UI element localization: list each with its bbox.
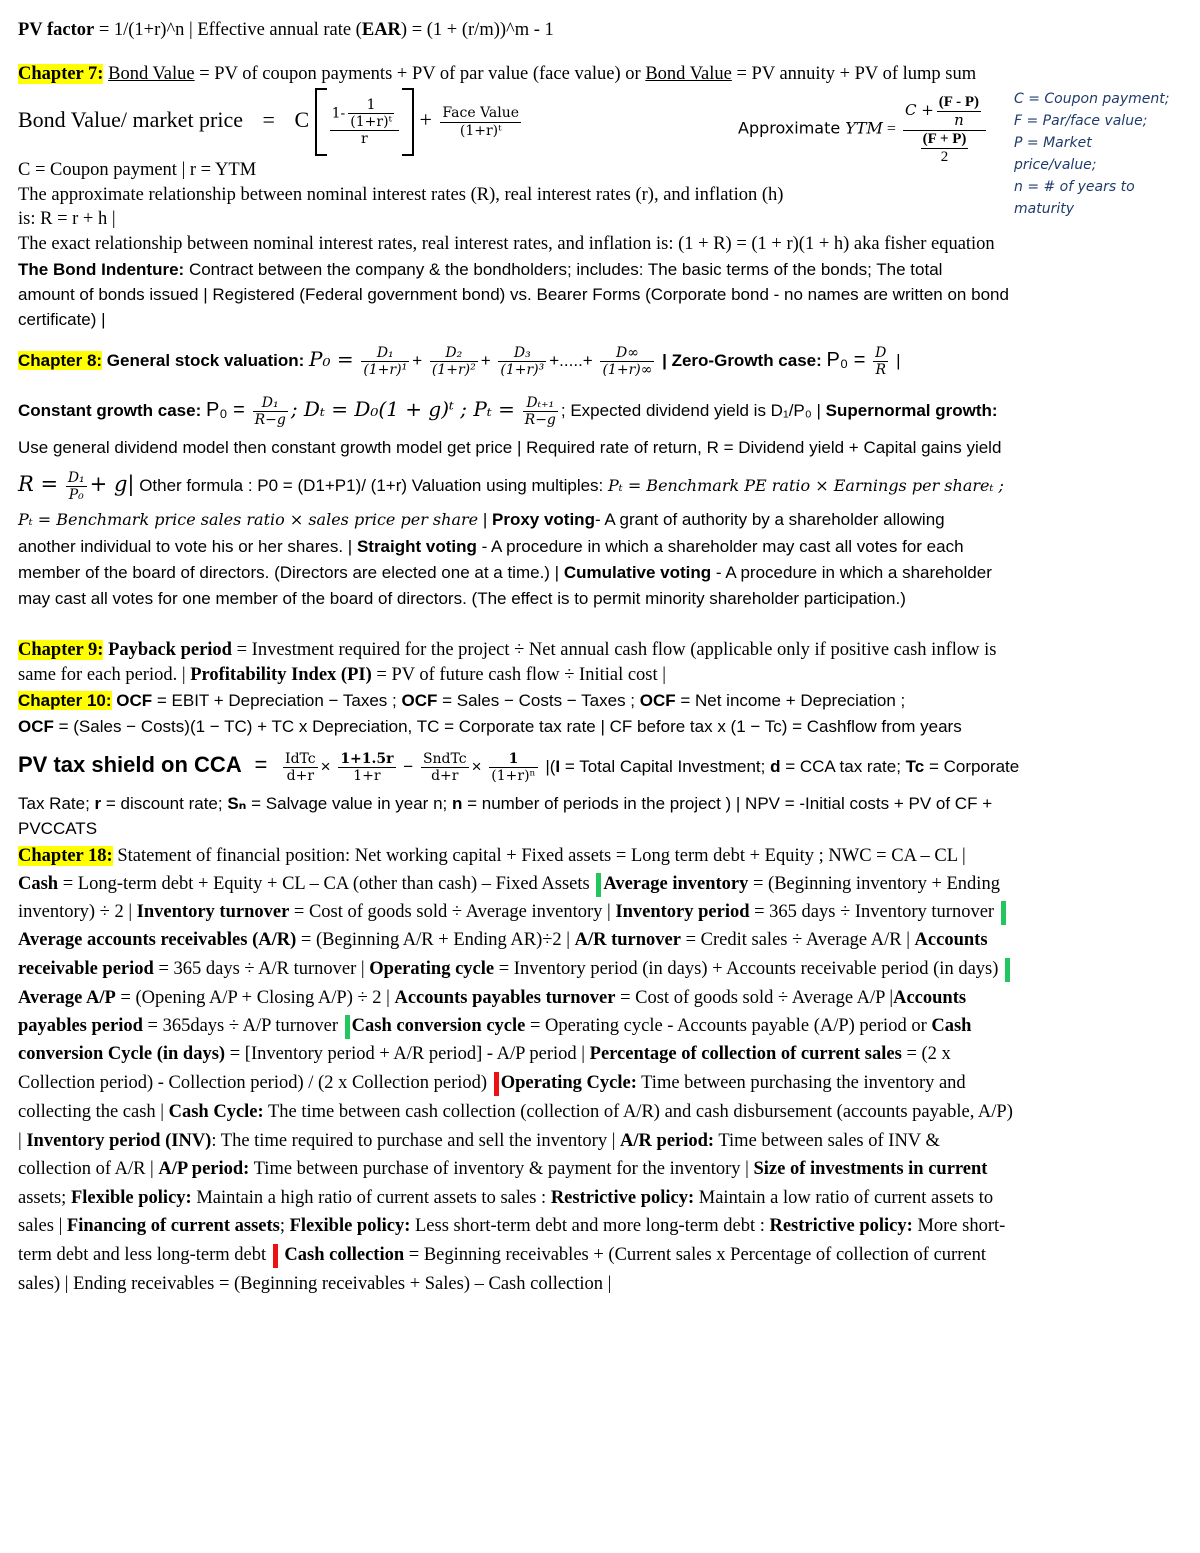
coupon-definition: C = Coupon payment | r = YTM [18, 160, 257, 180]
chapter-8-label: Chapter 8: [18, 351, 103, 370]
financial-position-line: Chapter 18: Statement of financial position: Net working capital + Fixed assets = Long term debt + Equity ; NWC = CA – CL | [18, 846, 966, 866]
approximate-ytm-formula: Approximate YTM = C + $\frac{(F - P)}{n}$ $\frac{(F + P)}{2}$ [738, 94, 989, 166]
chapter-10-label: Chapter 10: [18, 691, 112, 710]
pv-factor-line: PV factor = 1/(1+r)^n | Effective annual rate (EAR) = (1 + (r/m))^m - 1 [18, 20, 554, 40]
chapter-7-heading-line: Chapter 7: Bond Value = PV of coupon payments + PV of par value (face value) or Bond Value = PV annuity + PV of lump sum [18, 64, 977, 84]
general-dividend-model: Use general dividend model then constant growth model get price | Required rate of return, R = Dividend yield + Capital gains yield [18, 438, 1002, 457]
green-marker [596, 873, 601, 897]
bond-value-formula: Bond Value/ market price = C 1- $\frac{1}{\text{(1+r)ᵗ}}$ r + $\frac{\text{Face Value}}{\text{(1+r)ᵗ}}$ [18, 88, 524, 156]
bond-indenture: The Bond Indenture: Contract between the company & the bondholders; includes: The basic terms of the bonds; The total [18, 260, 943, 279]
red-marker [494, 1072, 499, 1096]
pv-tax-shield-formula: PV tax shield on CCA = $\frac{\text{IdTc}}{d+r}$ × $\frac{1+1.5r}{1+r}$ − $\frac{\text{SndTc}}{d+r}$ × $\frac{1}{\text{(1+r)ⁿ}}$ |(I = Total Capital Investment; d = CCA tax rate; Tc = Corporate [18, 750, 1020, 785]
chapter-18-label: Chapter 18: [18, 846, 113, 866]
bond-variables-legend: C = Coupon payment; F = Par/face value; P = Market price/value; n = # of years to maturity [1014, 91, 1170, 217]
pv-factor-label: PV factor [18, 20, 95, 40]
fisher-equation: The exact relationship between nominal interest rates, real interest rates, and inflation is: (1 + R) = (1 + r)(1 + h) aka fisher equation [18, 234, 995, 254]
cumulative-voting-line: member of the board of directors. (Directors are elected one at a time.) | Cumulative voting - A procedure in which a shareholder [18, 563, 992, 582]
ocf-line-1: Chapter 10: OCF = EBIT + Depreciation − Taxes ; OCF = Sales − Costs − Taxes ; OCF = Net income + Depreciation ; [18, 691, 906, 710]
general-stock-valuation: Chapter 8: General stock valuation: P₀ = $\frac{\text{D₁}}{\text{(1+r)¹}}$ + $\frac{\text{D₂}}{\text{(1+r)²}}$ + $\frac{\text{D₃}}{\text{(1+r)³}}$ +.....+ $\frac{D\infty}{(1+r)\infty}$ | Zero-Growth case: P₀ = $\frac{D}{R}$ | [18, 344, 901, 379]
proxy-voting-line: Pₜ = Benchmark price sales ratio × sales price per share | Proxy voting- A grant of authority by a shareholder allowing [18, 510, 945, 529]
profitability-index-line: same for each period. | Profitability Index (PI) = PV of future cash flow ÷ Initial cost | [18, 665, 666, 685]
straight-voting-line: another individual to vote his or her shares. | Straight voting - A procedure in which a shareholder may cast all votes for each [18, 537, 964, 556]
required-return-formula: R = $\frac{\text{D₁}}{\text{P₀}}$ + g| Other formula : P0 = (D1+P1)/ (1+r) Valuation using multiples: Pₜ = Benchmark PE ratio × Earnings per shareₜ ; [18, 469, 1004, 504]
green-marker [345, 1015, 350, 1039]
ocf-line-2: OCF = (Sales − Costs)(1 − TC) + TC x Depreciation, TC = Corporate tax rate | CF before tax x (1 − Tc) = Cashflow from years [18, 717, 962, 736]
chapter-9-label: Chapter 9: [18, 640, 104, 660]
constant-growth-case: Constant growth case: P₀ = $\frac{\text{D₁}}{R-g}$ ; Dₜ = D₀(1 + g)ᵗ ; Pₜ = $\frac{\text{Dₜ₊₁}}{R-g}$ ; Expected dividend yield is D₁/P₀ | Supernormal growth: [18, 394, 998, 429]
approx-relationship: The approximate relationship between nominal interest rates (R), real interest rates (r), and inflation (h) [18, 185, 784, 205]
payback-period-line: Chapter 9: Payback period = Investment required for the project ÷ Net annual cash flow (applicable only if positive cash inflow is [18, 640, 997, 660]
red-marker [273, 1244, 278, 1268]
chapter-7-label: Chapter 7: [18, 64, 104, 84]
green-marker [1005, 958, 1010, 982]
tax-shield-definitions: Tax Rate; r = discount rate; Sₙ = Salvage value in year n; n = number of periods in the project ) | NPV = -Initial costs + PV of CF + [18, 794, 993, 813]
green-marker [1001, 901, 1006, 925]
